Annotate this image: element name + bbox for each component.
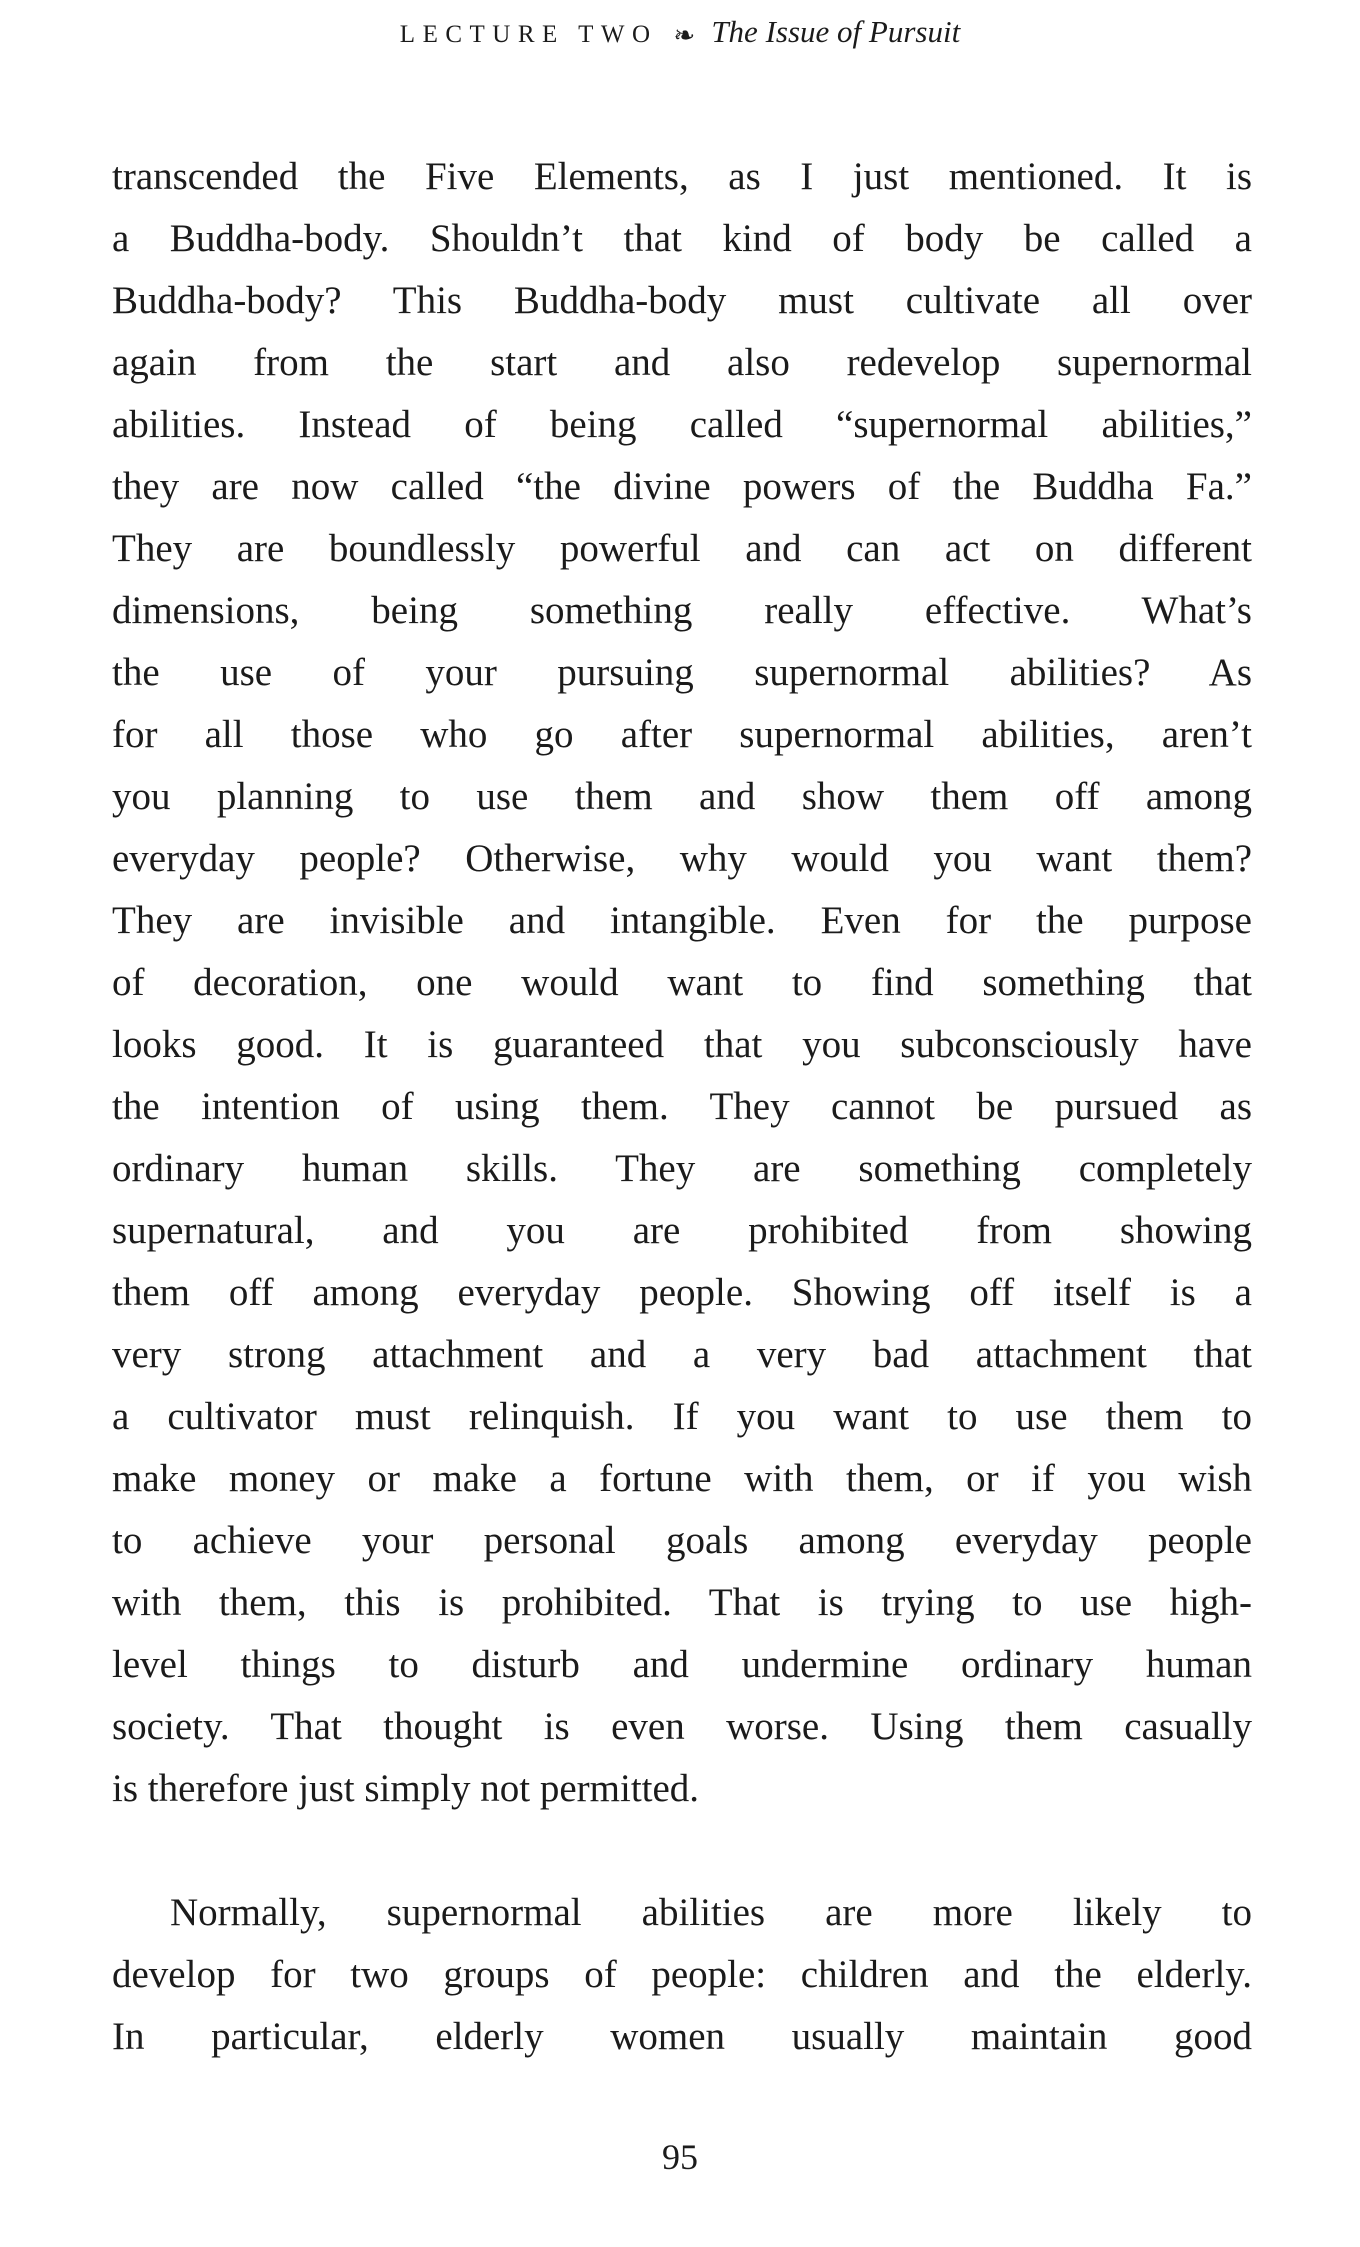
text-line: transcended the Five Elements, as I just mentioned. It is (112, 155, 1252, 198)
paragraph-1 (112, 146, 1252, 1820)
running-header (0, 14, 1360, 50)
text-line: develop for two groups of people: children and the elderly. (112, 1953, 1252, 1996)
text-line: you planning to use them and show them off among (112, 775, 1252, 818)
text-line: with them, this is prohibited. That is trying to use high- (112, 1581, 1252, 1624)
text-line: everyday people? Otherwise, why would you want them? (112, 837, 1252, 880)
running-header-section: LECTURE TWO (399, 21, 658, 48)
text-line: make money or make a fortune with them, or if you wish (112, 1457, 1252, 1500)
running-header-title: The Issue of Pursuit (711, 14, 961, 49)
text-line: ordinary human skills. They are something completely (112, 1147, 1252, 1190)
text-line: is therefore just simply not permitted. (112, 1767, 700, 1810)
text-line: them off among everyday people. Showing off itself is a (112, 1271, 1252, 1314)
text-line: the intention of using them. They cannot be pursued as (112, 1085, 1252, 1128)
text-line: they are now called “the divine powers of the Buddha Fa.” (112, 465, 1252, 508)
body-text (112, 146, 1252, 2068)
text-line: again from the start and also redevelop supernormal (112, 341, 1252, 384)
text-line: level things to disturb and undermine ordinary human (112, 1643, 1252, 1686)
text-line: They are invisible and intangible. Even for the purpose (112, 899, 1252, 942)
text-line: supernatural, and you are prohibited from showing (112, 1209, 1252, 1252)
text-line: looks good. It is guaranteed that you subconsciously have (112, 1023, 1252, 1066)
text-line: In particular, elderly women usually maintain good (112, 2015, 1252, 2058)
page-number: 95 (662, 2137, 698, 2177)
text-line: society. That thought is even worse. Using them casually (112, 1705, 1252, 1748)
page-footer (0, 2136, 1360, 2178)
text-line: of decoration, one would want to find something that (112, 961, 1252, 1004)
text-line: to achieve your personal goals among everyday people (112, 1519, 1252, 1562)
text-line: Normally, supernormal abilities are more likely to (170, 1891, 1252, 1934)
text-line: for all those who go after supernormal abilities, aren’t (112, 713, 1252, 756)
leaf-ornament-icon: ❧ (673, 21, 696, 51)
text-line: dimensions, being something really effective. What’s (112, 589, 1252, 632)
text-line: the use of your pursuing supernormal abilities? As (112, 651, 1252, 694)
paragraph-2 (112, 1882, 1252, 2068)
text-line: a Buddha-body. Shouldn’t that kind of body be called a (112, 217, 1252, 260)
text-line: Buddha-body? This Buddha-body must cultivate all over (112, 279, 1252, 322)
text-line: They are boundlessly powerful and can act on different (112, 527, 1252, 570)
text-line: abilities. Instead of being called “supernormal abilities,” (112, 403, 1252, 446)
text-line: a cultivator must relinquish. If you want to use them to (112, 1395, 1252, 1438)
text-line: very strong attachment and a very bad attachment that (112, 1333, 1252, 1376)
